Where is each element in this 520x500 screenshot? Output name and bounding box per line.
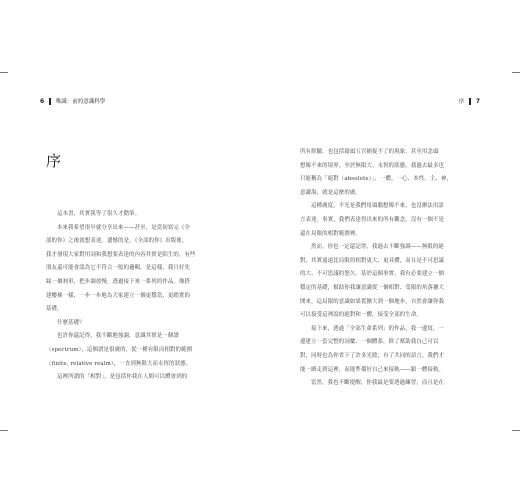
text-line: 只能稱為「絕對（absolute）」、一體、一心、本性、主、神， xyxy=(300,176,453,183)
text-line: 能一路走到這裡，而能準備好自己來接軌——跟一體接軌。 xyxy=(300,366,445,373)
text-line: 然而，你也一定還記得，我過去不斷強調——無限的絕 xyxy=(311,244,444,251)
text-line: 朋友還可能會認為它不符合一般的邏輯。是這樣，我只好先 xyxy=(46,265,191,272)
right-running-head-title: 序 xyxy=(458,99,465,105)
text-line: 可以接受這裡說的絕對和一體，接受全部的生命。 xyxy=(300,312,422,319)
text-line: 這種廣度，不光是我們用頭腦想像不來，也沒辦法用語 xyxy=(311,203,444,210)
chapter-title: 序 xyxy=(46,152,62,170)
text-line: 對，其實遠遠比局限的相對更大、更具體，而且是不可思議 xyxy=(300,257,445,264)
text-line: 邊建立一套完整的詞彙、一個體系。除了幫助我自己可以 xyxy=(300,339,439,346)
crop-mark-bottom-right xyxy=(512,430,520,431)
text-line: 部的你》之後就想表達。遺憾的是，《全部的你》出版後， xyxy=(46,238,188,245)
text-line: 的大、不可思議的悠久。基於這個事實，我有必要建立一個 xyxy=(300,271,445,278)
text-line: 這裡所謂的「相對」，是包括你我在人間可以體會到的 xyxy=(57,374,188,381)
left-body-text xyxy=(46,208,222,385)
left-running-header xyxy=(40,97,105,105)
text-line: 想像不來的境界。至於無限大、永恆的狀態，我過去最多也 xyxy=(300,162,445,169)
crop-mark-top-right xyxy=(512,72,520,73)
text-line: 我才發現大家對用詞和我想要表達的內容其實是陌生的，有些 xyxy=(46,251,196,258)
crop-mark-top-left xyxy=(0,72,8,73)
text-line: 接下來，透過「全部生命系列」的作品，我一邊寫，一 xyxy=(311,325,444,332)
header-divider-bar xyxy=(469,98,471,105)
text-line: 開來。這局限的意識如果從擴大到一個地步，自然會讓你我 xyxy=(300,298,445,305)
text-line: 穩定的基礎，幫助你我讓意識從一個相對、受限的角落擴大 xyxy=(300,284,445,291)
text-line: 什麼基礎？ xyxy=(57,319,85,326)
text-line: 本來我希望很早就分享出來——甚至，是當初寫完《全 xyxy=(57,224,190,231)
right-page-number: 7 xyxy=(475,97,480,105)
text-line: （finite, relative realm），一直到無限大而永恆的狀態。 xyxy=(46,360,192,367)
text-line: 也許你還記得，我不斷地強調，意識其實是一個譜 xyxy=(57,333,179,340)
right-body-text xyxy=(300,146,476,391)
text-line: 還在局限的相對範圍裡。 xyxy=(300,230,361,237)
text-line: 踩一個剎車，把步調放慢，透過接下來一系列的作品，像搭 xyxy=(46,278,191,285)
text-line: 基礎。 xyxy=(46,306,63,313)
left-page-number: 6 xyxy=(40,97,45,105)
text-line: 當然，我也不斷提醒，你我最是要透過練習，而且是在 xyxy=(311,380,444,387)
text-line: 這本書，其實我等了很久才動筆。 xyxy=(57,211,141,217)
text-line: 對，同時也為你省下了許多光陰，有了共同的語言，我們才 xyxy=(300,352,445,359)
text-line: 所有經驗，也包括藉頭五官捕捉不了的現象，甚至用念頭 xyxy=(300,149,439,155)
crop-mark-bottom-left xyxy=(0,430,8,431)
header-divider-bar xyxy=(49,98,51,105)
right-running-header xyxy=(459,97,480,105)
text-line: 建樓梯一樣，一步一步地為大家建立一個更穩當、更踏實的 xyxy=(46,292,191,299)
text-line: 言表達。事實，我們表達得出來的所有觀念，沒有一個不是 xyxy=(300,216,445,223)
left-running-head-title: 唯識：前的意識科學 xyxy=(55,99,106,105)
text-line: 意識海，就是這麼的廣。 xyxy=(300,189,361,196)
text-line: （spectrum），這個譜是很廣的，從一種有限而相對的範圍 xyxy=(46,346,193,353)
right-page xyxy=(260,0,520,500)
